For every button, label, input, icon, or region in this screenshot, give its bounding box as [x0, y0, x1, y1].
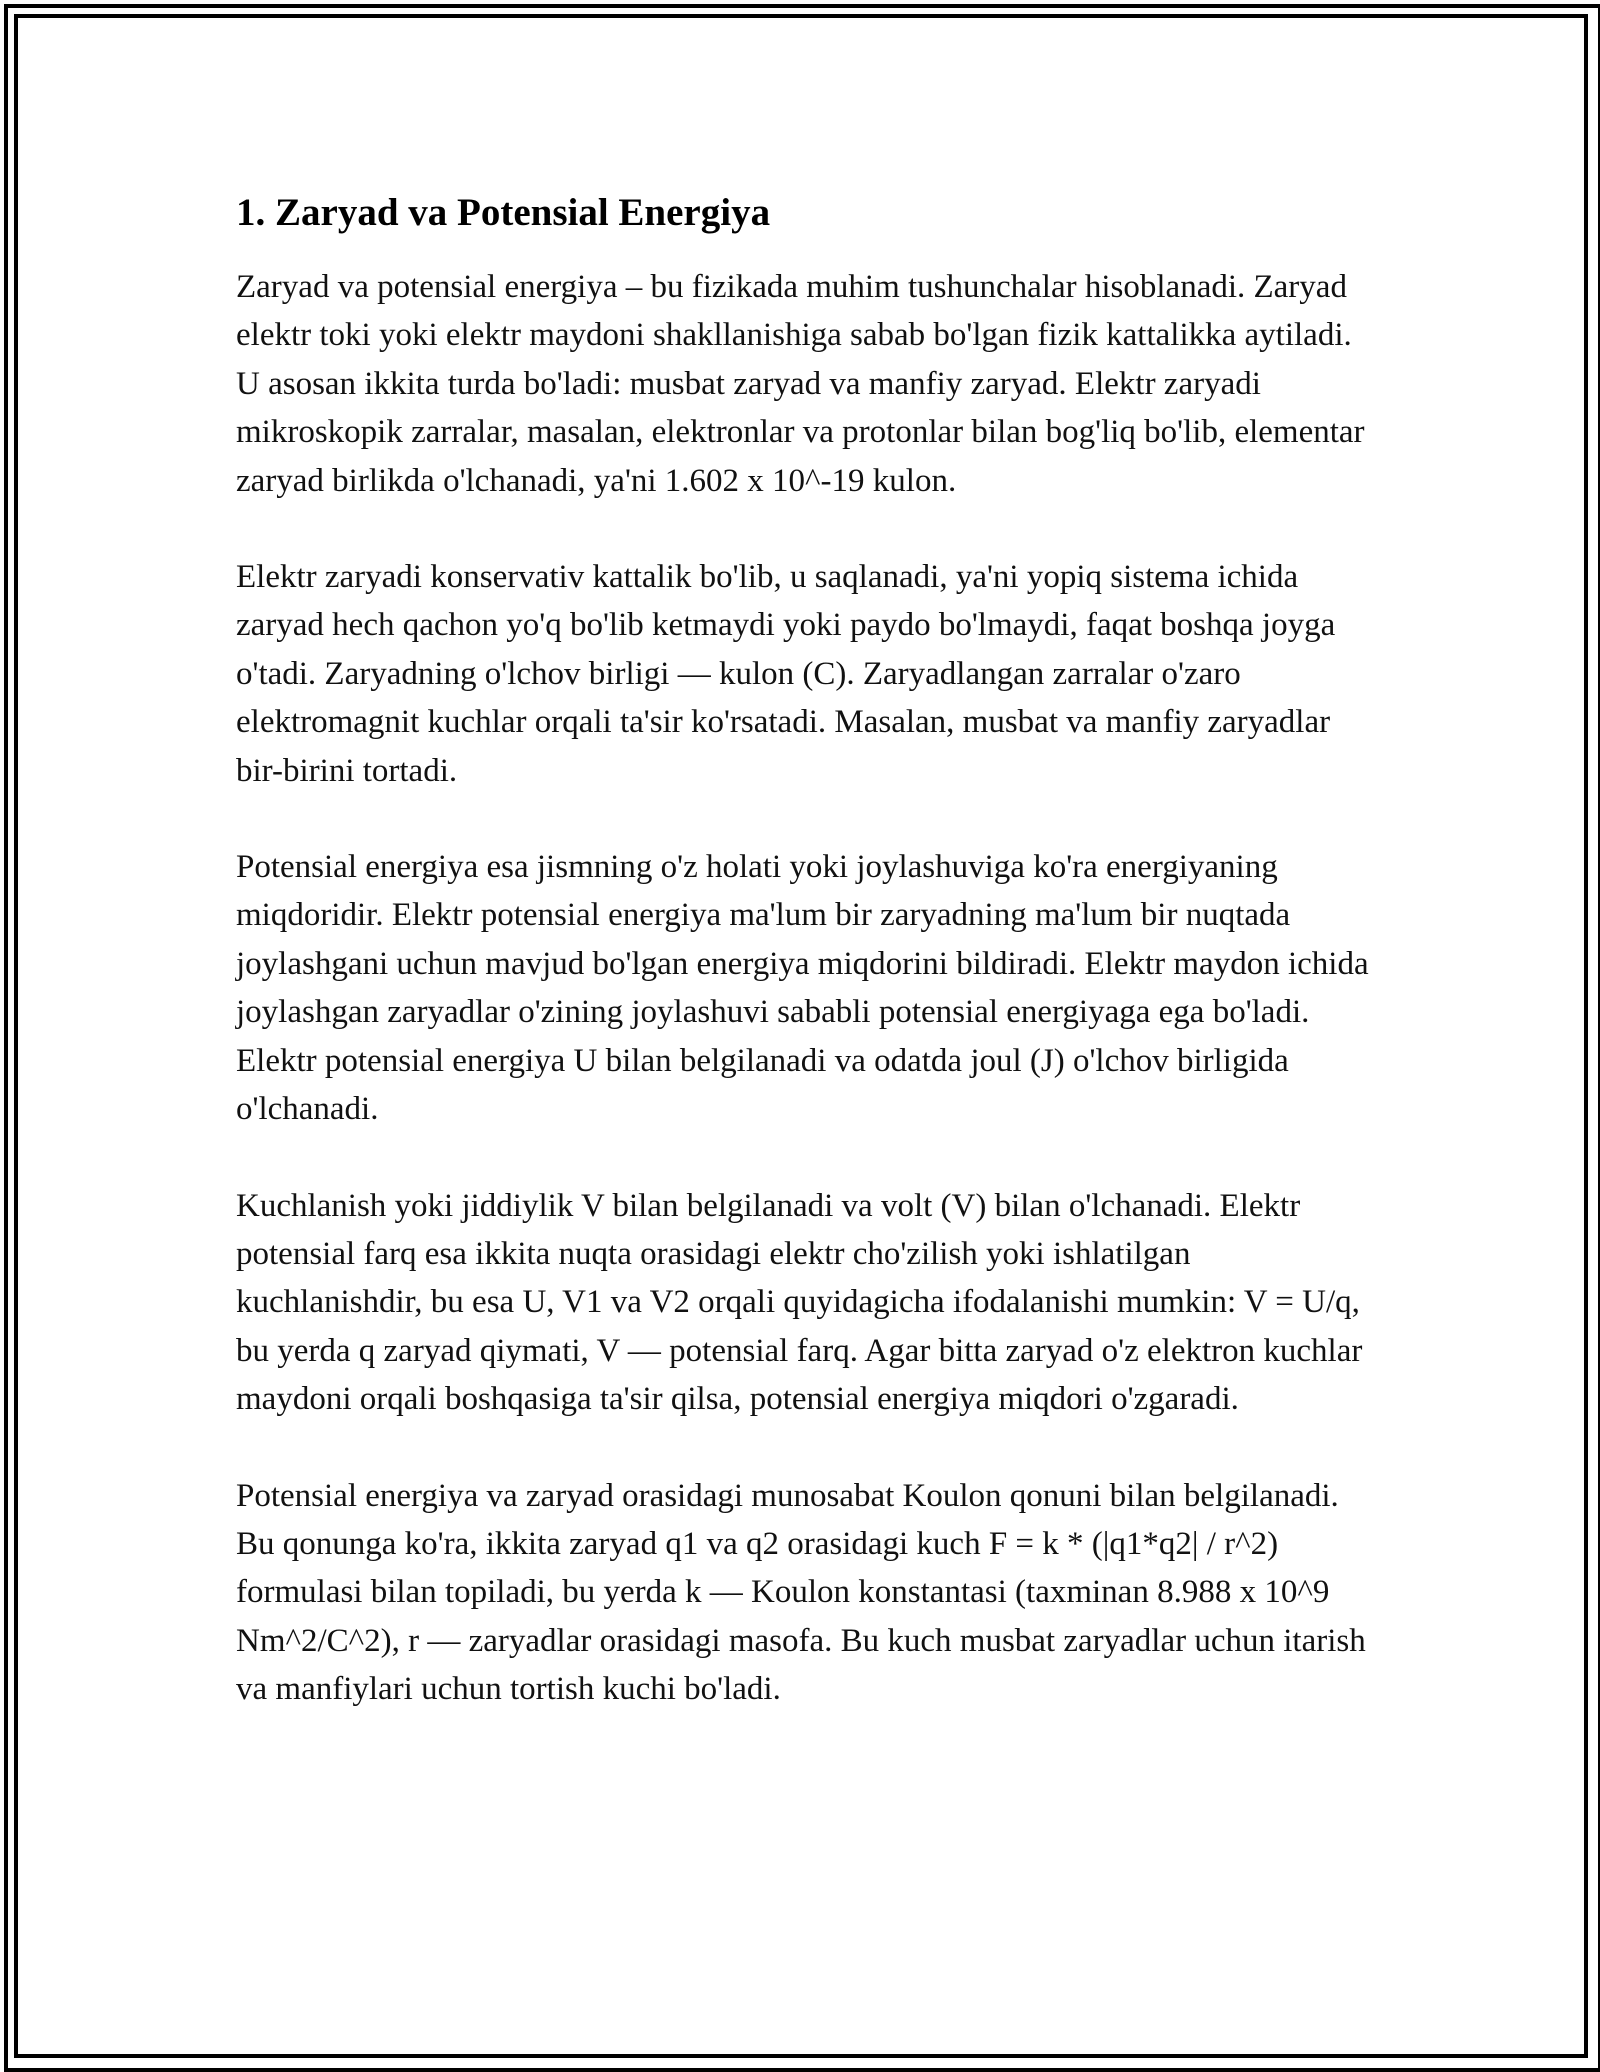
paragraph-4: Kuchlanish yoki jiddiylik V bilan belgilanadi va volt (V) bilan o'lchanadi. Elektr potensial farq esa ikkita nuqta orasidagi elektr cho'zilish yoki ishlatilgan kuchlanishdir, bu esa U, V1 va V2 orqali quyidagicha ifodalanishi mumkin: V = U/q, bu yerda q zaryad qiymati, V — potensial farq. Agar bitta zaryad o'z elektron kuchlar maydoni orqali boshqasiga ta'sir qilsa, potensial energiya miqdori o'zgaradi.: [236, 1187, 1363, 1418]
document-body: [236, 185, 1370, 1762]
paragraph-3: Potensial energiya esa jismning o'z holati yoki joylashuviga ko'ra energiyaning miqdoridir. Elektr potensial energiya ma'lum bir zaryadning ma'lum bir nuqtada joylashgani uchun mavjud bo'lgan energiya miqdorini bildiradi. Elektr maydon ichida joylashgan zaryadlar o'zining joylashuvi sababli potensial energiyaga ega bo'ladi. Elektr potensial energiya U bilan belgilanadi va odatda joul (J) o'lchov birligida o'lchanadi.: [236, 849, 1369, 1128]
paragraph-5: Potensial energiya va zaryad orasidagi munosabat Koulon qonuni bilan belgilanadi. Bu qonunga ko'ra, ikkita zaryad q1 va q2 orasidagi kuch F = k * (|q1*q2| / r^2) formulasi bilan topiladi, bu yerda k — Koulon konstantasi (taxminan 8.988 x 10^9 Nm^2/C^2), r — zaryadlar orasidagi masofa. Bu kuch musbat zaryadlar uchun itarish va manfiylari uchun tortish kuchi bo'ladi.: [236, 1477, 1366, 1708]
paragraph-1: Zaryad va potensial energiya – bu fizikada muhim tushunchalar hisoblanadi. Zaryad elektr toki yoki elektr maydoni shakllanishiga sabab bo'lgan fizik kattalikka aytiladi. U asosan ikkita turda bo'ladi: musbat zaryad va manfiy zaryad. Elektr zaryadi mikroskopik zarralar, masalan, elektronlar va protonlar bilan bog'liq bo'lib, elementar zaryad birlikda o'lchanadi, ya'ni 1.602 x 10^-19 kulon.: [236, 269, 1365, 499]
section-heading: 1. Zaryad va Potensial Energiya: [236, 191, 771, 234]
paragraph-2: Elektr zaryadi konservativ kattalik bo'lib, u saqlanadi, ya'ni yopiq sistema ichida zaryad hech qachon yo'q bo'lib ketmaydi yoki paydo bo'lmaydi, faqat boshqa joyga o'tadi. Zaryadning o'lchov birligi — kulon (C). Zaryadlangan zarralar o'zaro elektromagnit kuchlar orqali ta'sir ko'rsatadi. Masalan, musbat va manfiy zaryadlar bir-birini tortadi.: [236, 559, 1336, 789]
